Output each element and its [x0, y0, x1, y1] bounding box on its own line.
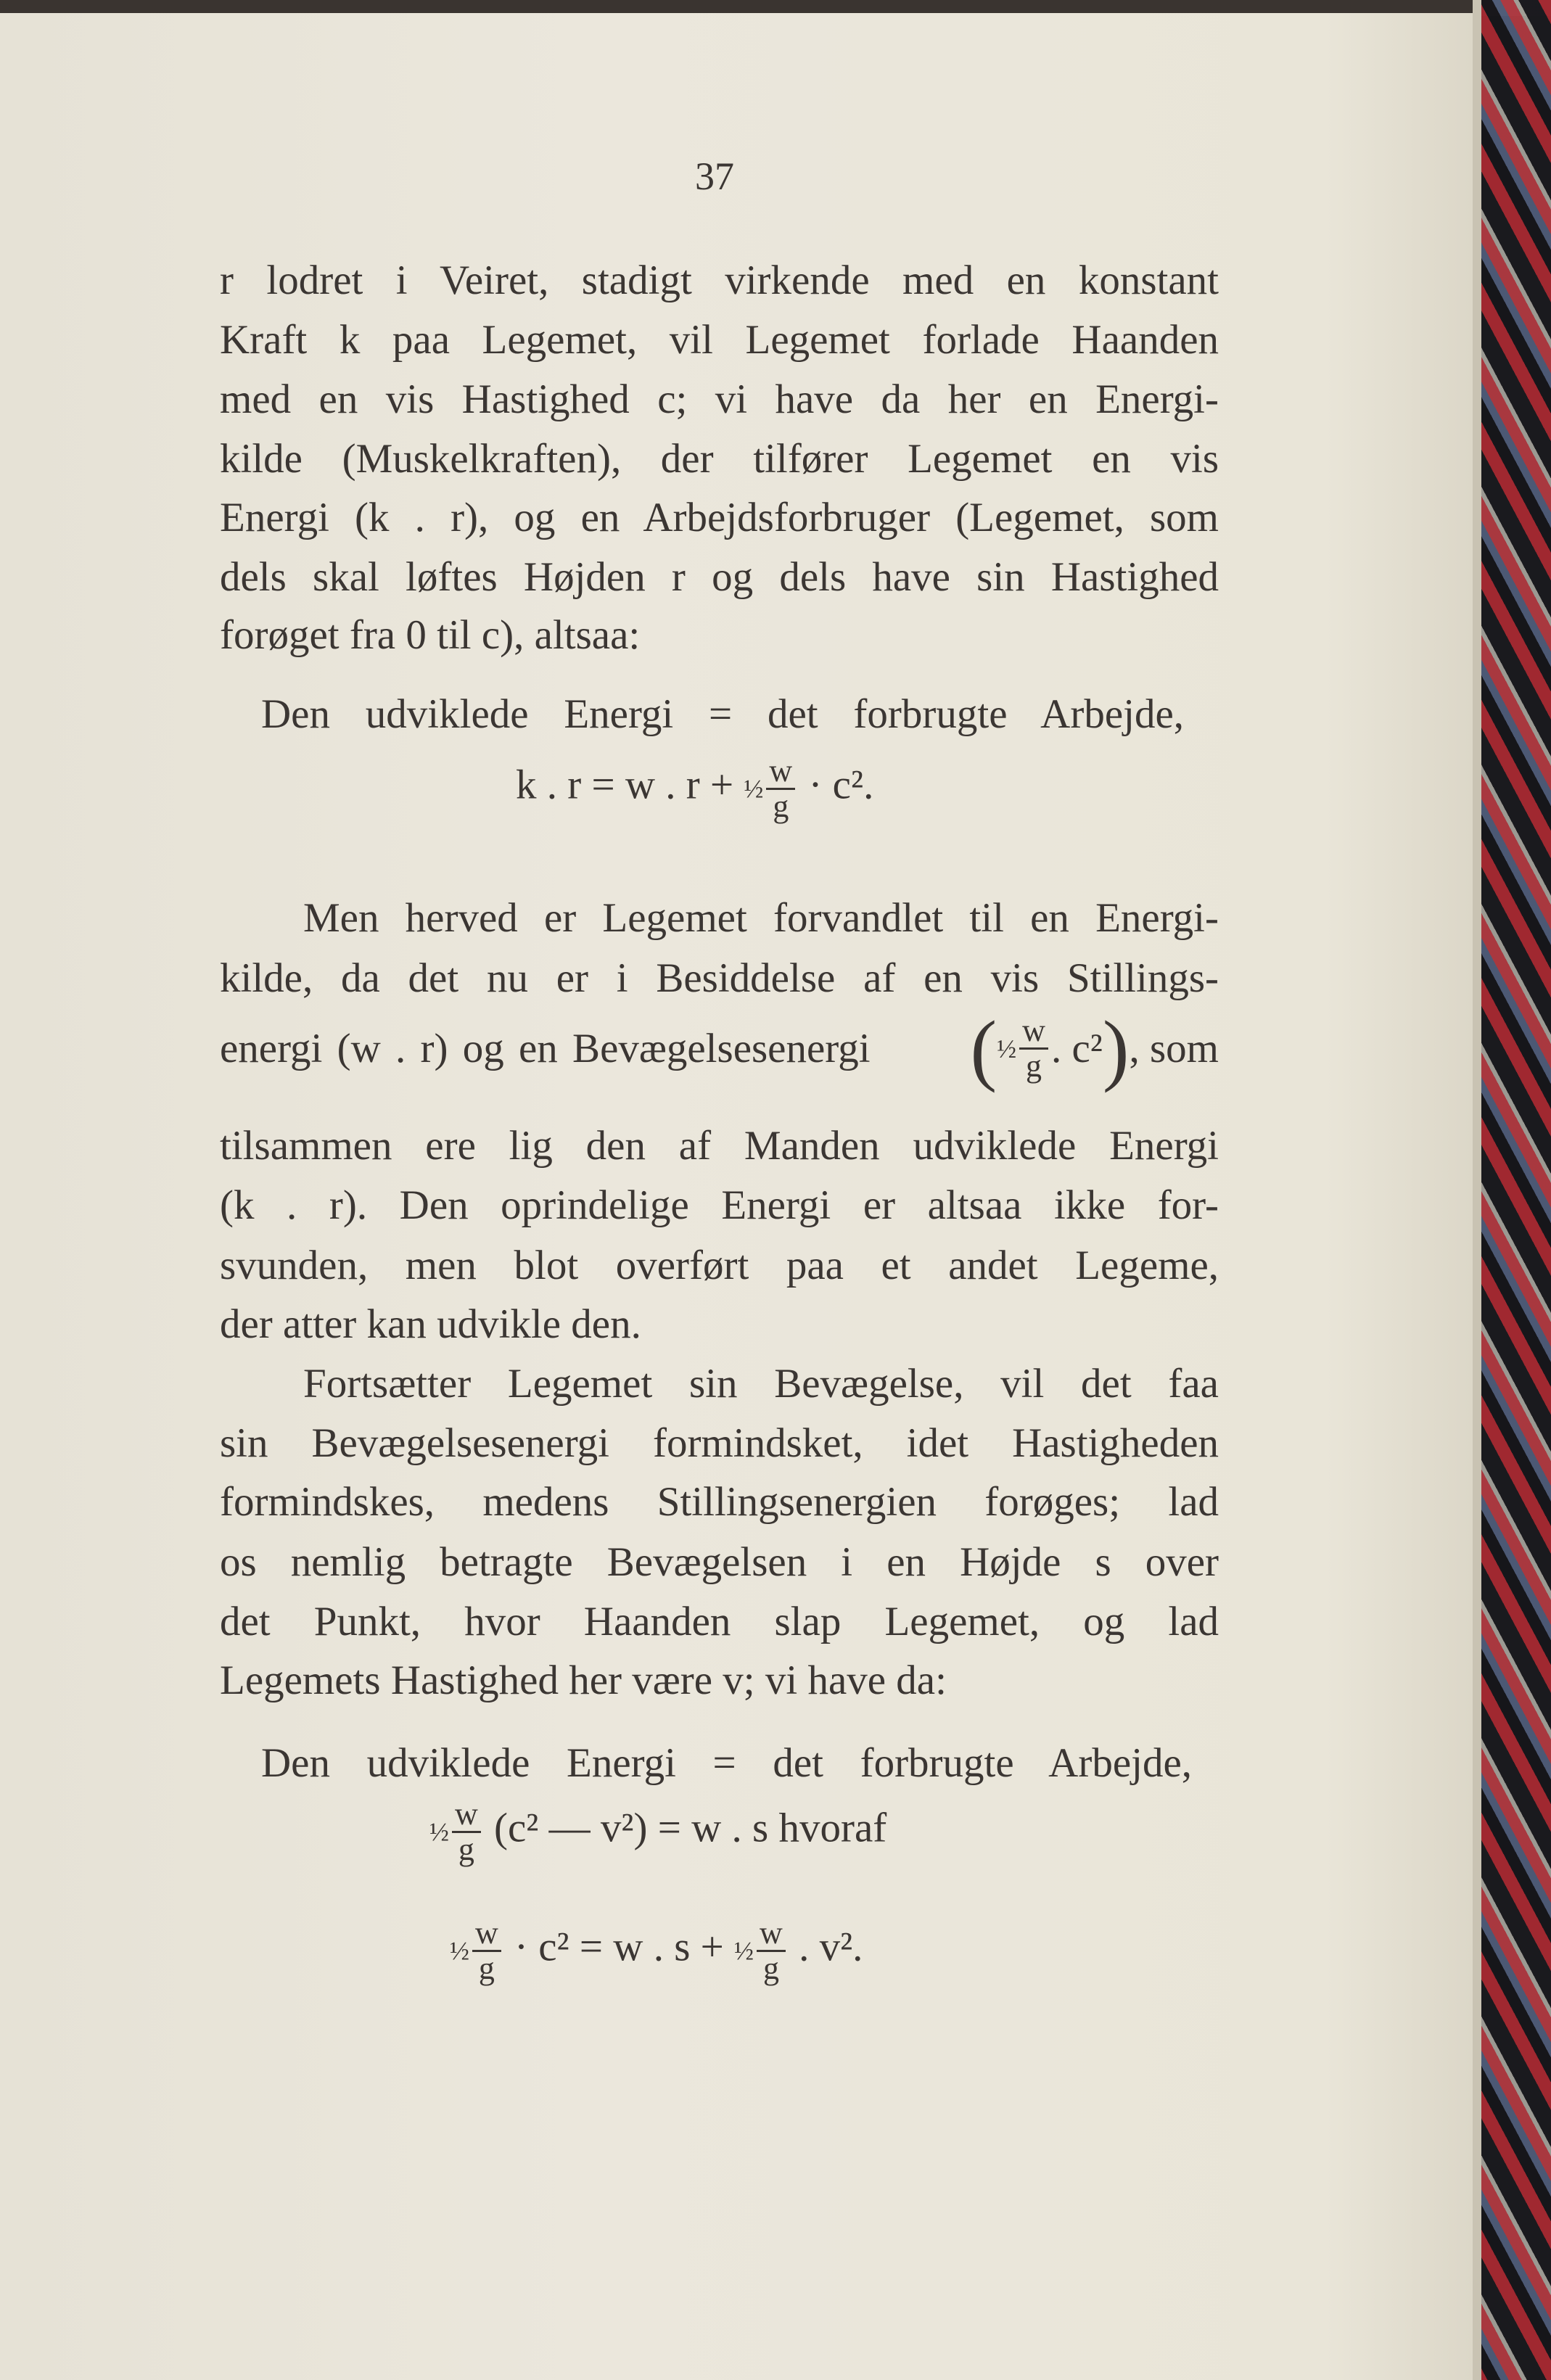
- text-line: kilde, da det nu er i Besiddelse af en vis Stillings-: [220, 955, 1219, 1001]
- equation-text: Den udviklede Energi = det forbrugte Arbejde,: [261, 691, 1184, 737]
- denominator: g: [458, 1832, 474, 1867]
- text-line: formindskes, medens Stillingsenergien forøges; lad: [220, 1479, 1219, 1525]
- text-line: med en vis Hastighed c; vi have da her en Energi-: [220, 376, 1219, 422]
- text-line: Men herved er Legemet forvandlet til en Energi-: [303, 895, 1219, 941]
- numerator: w: [472, 1916, 501, 1952]
- text-part: , som: [1129, 1025, 1219, 1071]
- text-line: dels skal løftes Højden r og dels have sin Hastighed: [220, 554, 1219, 600]
- fraction-half: ½: [450, 1936, 469, 1966]
- fraction-half: ½: [734, 1936, 754, 1966]
- page-number: 37: [695, 155, 734, 198]
- marbled-edge: [1473, 0, 1551, 2380]
- text-line: der atter kan udvikle den.: [220, 1301, 641, 1347]
- formula-2: [429, 1798, 886, 1866]
- page-edge: [1473, 0, 1481, 2380]
- inline-formula: [970, 1004, 1219, 1093]
- paren-close: ): [1102, 1004, 1130, 1093]
- text-line: (k . r). Den oprindelige Energi er altsaa ikke for-: [220, 1182, 1219, 1228]
- paren-open: (: [970, 1004, 997, 1093]
- formula-part: . c²: [1050, 1025, 1103, 1071]
- formula-part: (c² — v²) = w . s hvoraf: [483, 1805, 887, 1851]
- text-line: Legemets Hastighed her være v; vi have da:: [220, 1658, 947, 1703]
- text-line: det Punkt, hvor Haanden slap Legemet, og lad: [220, 1599, 1219, 1644]
- text-line: os nemlig betragte Bevægelsen i en Højde s over: [220, 1539, 1219, 1585]
- formula-part: . v².: [788, 1924, 863, 1970]
- formula-part: · c² = w . s +: [503, 1924, 735, 1970]
- fraction: [1019, 1014, 1048, 1083]
- formula-part: k . r = w . r +: [516, 762, 744, 808]
- text-line-with-fraction: [220, 1004, 1219, 1093]
- fraction: [472, 1916, 501, 1985]
- fraction: [757, 1916, 786, 1985]
- fraction-half: ½: [744, 774, 764, 804]
- denominator: g: [762, 1951, 779, 1986]
- numerator: w: [757, 1916, 786, 1952]
- text-line: r lodret i Veiret, stadigt virkende med en konstant: [220, 258, 1219, 303]
- numerator: w: [766, 754, 795, 790]
- text-part: energi (w . r) og en Bevægelsesenergi: [220, 1025, 871, 1071]
- fraction: [766, 754, 795, 823]
- fraction-half: ½: [997, 1034, 1017, 1063]
- text-line: sin Bevægelsesenergi formindsket, idet Hastigheden: [220, 1420, 1219, 1466]
- text-line: Kraft k paa Legemet, vil Legemet forlade Haanden: [220, 317, 1219, 363]
- text-line: Fortsætter Legemet sin Bevægelse, vil det faa: [303, 1361, 1219, 1407]
- denominator: g: [773, 788, 789, 824]
- formula-3: [450, 1916, 863, 1985]
- denominator: g: [478, 1951, 495, 1986]
- text-line: forøget fra 0 til c), altsaa:: [220, 612, 641, 658]
- fraction-half: ½: [429, 1817, 449, 1847]
- text-line: kilde (Muskelkraften), der tilfører Legemet en vis: [220, 436, 1219, 482]
- formula-part: · c².: [798, 762, 874, 808]
- formula-1: [516, 754, 873, 823]
- numerator: w: [1019, 1014, 1048, 1050]
- fraction: [452, 1798, 481, 1866]
- equation-text: Den udviklede Energi = det forbrugte Arbejde,: [261, 1740, 1192, 1786]
- numerator: w: [452, 1798, 481, 1833]
- text-line: Energi (k . r), og en Arbejdsforbruger (Legemet, som: [220, 495, 1219, 540]
- denominator: g: [1026, 1048, 1042, 1084]
- text-line: svunden, men blot overført paa et andet Legeme,: [220, 1243, 1219, 1288]
- text-line: tilsammen ere lig den af Manden udviklede Energi: [220, 1123, 1219, 1169]
